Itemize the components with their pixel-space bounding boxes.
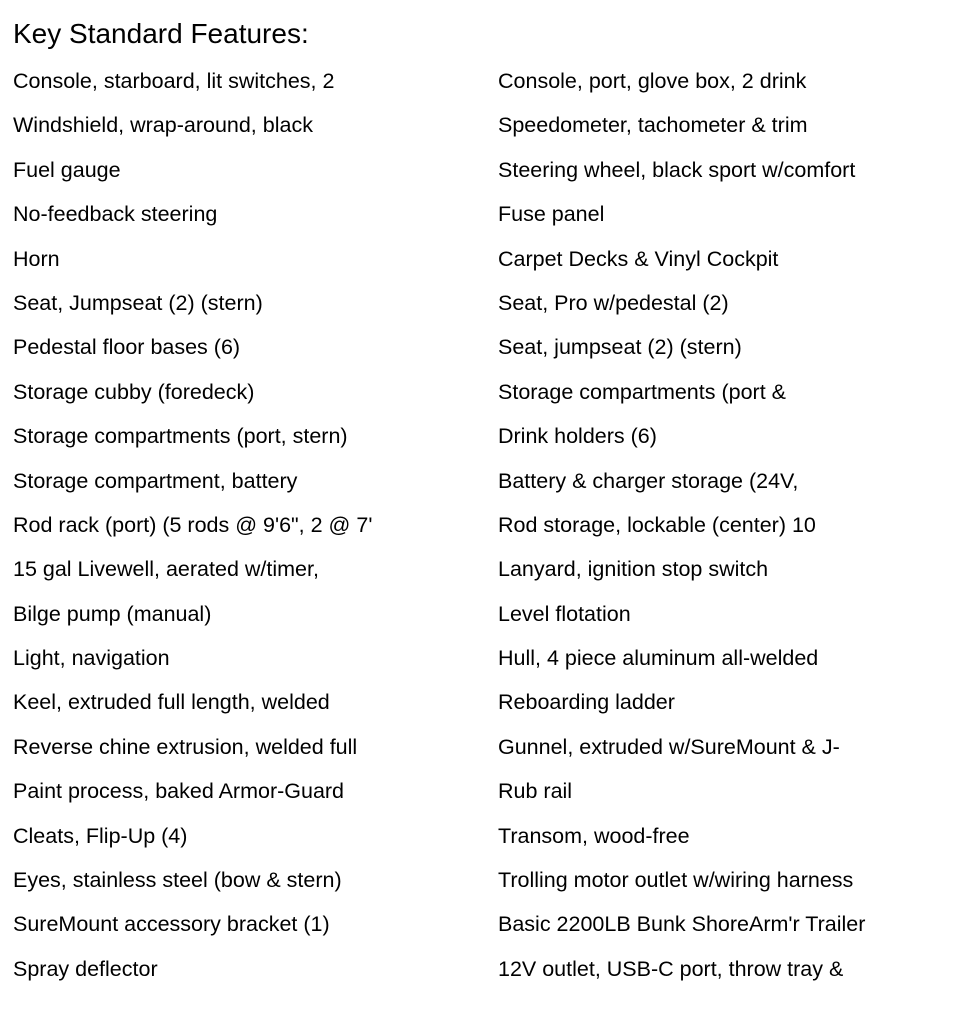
feature-item: Pedestal floor bases (6) bbox=[13, 335, 241, 360]
feature-item: Fuel gauge bbox=[13, 157, 121, 182]
feature-item: Carpet Decks & Vinyl Cockpit bbox=[498, 246, 779, 271]
feature-item: Gunnel, extruded w/SureMount & J- bbox=[498, 734, 840, 759]
feature-item: Console, starboard, lit switches, 2 bbox=[13, 69, 335, 93]
right-feature-list bbox=[498, 64, 948, 996]
feature-item: No-feedback steering bbox=[13, 202, 218, 227]
feature-item: Spray deflector bbox=[13, 956, 158, 981]
feature-item: Storage compartments (port, stern) bbox=[13, 424, 348, 449]
feature-item: 15 gal Livewell, aerated w/timer, bbox=[13, 557, 319, 582]
feature-item: Paint process, baked Armor-Guard bbox=[13, 779, 345, 804]
feature-item: Rod rack (port) (5 rods @ 9'6", 2 @ 7' bbox=[13, 512, 373, 537]
feature-item: Eyes, stainless steel (bow & stern) bbox=[13, 868, 342, 893]
feature-item: Cleats, Flip-Up (4) bbox=[13, 823, 188, 848]
feature-item: Hull, 4 piece aluminum all-welded bbox=[498, 646, 819, 671]
feature-item: Storage cubby (foredeck) bbox=[13, 379, 255, 404]
feature-item: Reboarding ladder bbox=[498, 690, 675, 715]
feature-item: SureMount accessory bracket (1) bbox=[13, 912, 330, 937]
feature-item: Seat, Pro w/pedestal (2) bbox=[498, 290, 729, 315]
feature-item: Seat, jumpseat (2) (stern) bbox=[498, 335, 742, 360]
left-feature-list bbox=[13, 64, 483, 996]
section-heading: Key Standard Features: bbox=[13, 18, 309, 49]
feature-item: Drink holders (6) bbox=[498, 424, 657, 449]
feature-item: Transom, wood-free bbox=[498, 823, 690, 848]
feature-item: Rub rail bbox=[498, 779, 573, 804]
feature-item: Keel, extruded full length, welded bbox=[13, 690, 330, 715]
feature-item: Trolling motor outlet w/wiring harness bbox=[498, 868, 854, 893]
feature-item: Bilge pump (manual) bbox=[13, 601, 212, 626]
feature-item: Console, port, glove box, 2 drink bbox=[498, 69, 807, 93]
feature-item: Level flotation bbox=[498, 601, 631, 626]
feature-item: Reverse chine extrusion, welded full bbox=[13, 734, 358, 759]
feature-item: Storage compartment, battery bbox=[13, 468, 298, 493]
feature-item: Lanyard, ignition stop switch bbox=[498, 557, 769, 582]
feature-item: Rod storage, lockable (center) 10 bbox=[498, 512, 816, 537]
feature-item: Storage compartments (port & bbox=[498, 379, 786, 404]
feature-item: Steering wheel, black sport w/comfort bbox=[498, 157, 856, 182]
feature-item: Light, navigation bbox=[13, 646, 170, 671]
feature-item: Basic 2200LB Bunk ShoreArm'r Trailer bbox=[498, 912, 866, 937]
feature-item: 12V outlet, USB-C port, throw tray & bbox=[498, 956, 844, 981]
feature-item: Battery & charger storage (24V, bbox=[498, 468, 799, 493]
feature-item: Windshield, wrap-around, black bbox=[13, 113, 313, 138]
feature-item: Horn bbox=[13, 246, 60, 271]
feature-item: Fuse panel bbox=[498, 202, 605, 227]
feature-item: Speedometer, tachometer & trim bbox=[498, 113, 808, 138]
feature-item: Seat, Jumpseat (2) (stern) bbox=[13, 290, 263, 315]
